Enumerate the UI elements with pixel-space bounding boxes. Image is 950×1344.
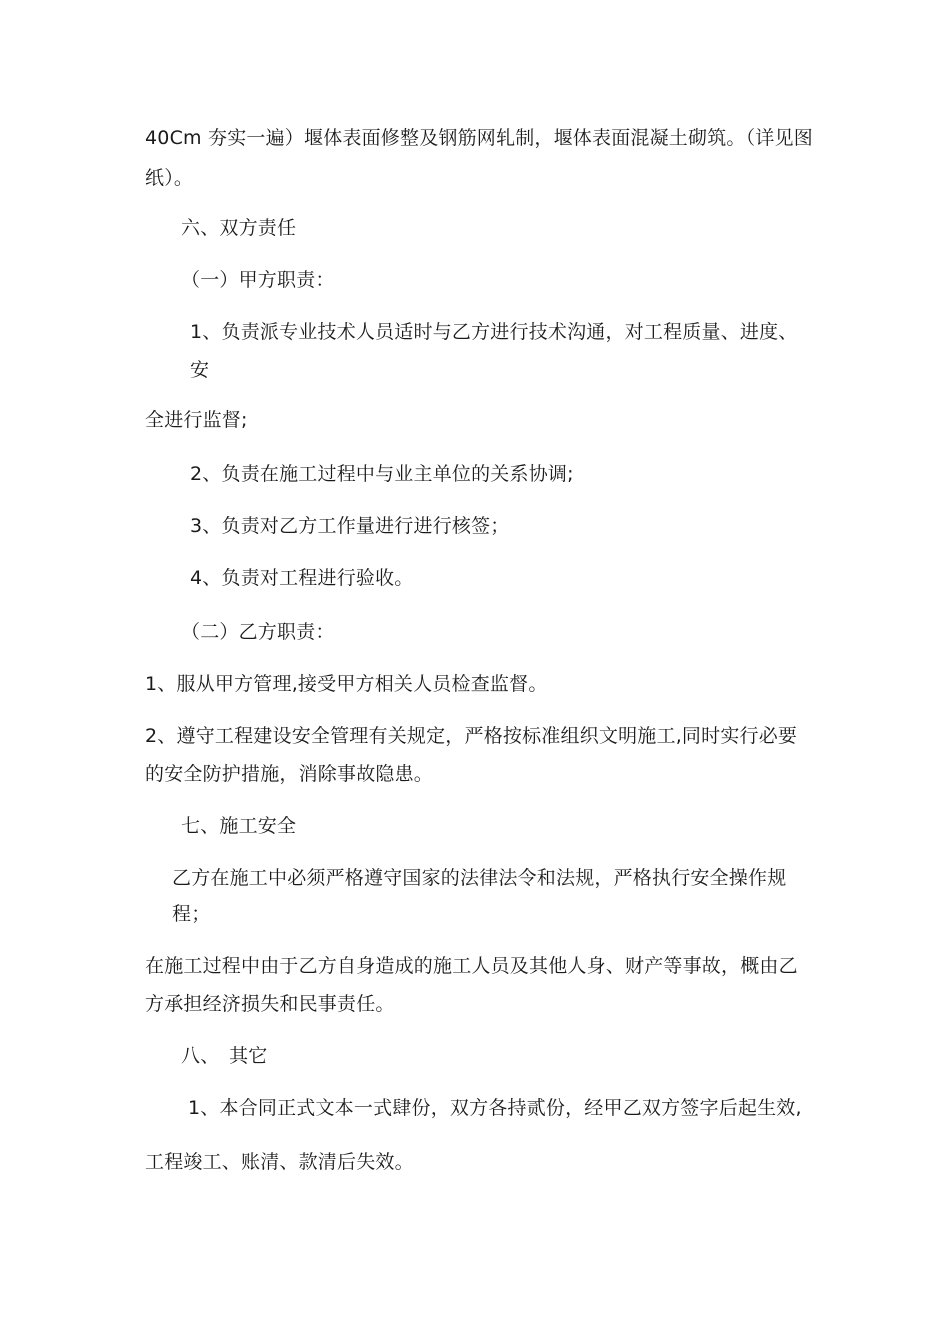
paragraph-line: 方承担经济损失和民事责任。 bbox=[145, 993, 395, 1015]
list-item-continuation: 安 bbox=[190, 359, 210, 381]
list-item: 3、负责对乙方工作量进行进行核签； bbox=[190, 515, 510, 537]
subsection-heading: （一）甲方职责： bbox=[181, 269, 335, 291]
list-item: 2、负责在施工过程中与业主单位的关系协调; bbox=[190, 463, 574, 485]
list-item: 1、负责派专业技术人员适时与乙方进行技术沟通，对工程质量、进度、 bbox=[190, 321, 798, 343]
paragraph-line: 程； bbox=[172, 903, 211, 925]
list-item: 4、负责对工程进行验收。 bbox=[190, 567, 414, 589]
list-item: 1、服从甲方管理,接受甲方相关人员检查监督。 bbox=[145, 673, 548, 695]
list-item: 1、本合同正式文本一式肆份，双方各持贰份，经甲乙双方签字后起生效, bbox=[188, 1097, 802, 1119]
list-item-continuation: 全进行监督; bbox=[145, 409, 248, 431]
list-item: 2、遵守工程建设安全管理有关规定，严格按标准组织文明施工,同时实行必要 bbox=[145, 725, 798, 747]
section-heading: 八、 其它 bbox=[181, 1045, 268, 1067]
paragraph-line: 40Cm 夯实一遍）堰体表面修整及钢筋网轧制，堰体表面混凝土砌筑。（详见图 bbox=[145, 127, 813, 149]
section-heading: 六、双方责任 bbox=[181, 217, 297, 239]
paragraph-line: 乙方在施工中必须严格遵守国家的法律法令和法规，严格执行安全操作规 bbox=[172, 867, 787, 889]
list-item-continuation: 工程竣工、账清、款清后失效。 bbox=[145, 1151, 414, 1173]
list-item-continuation: 的安全防护措施，消除事故隐患。 bbox=[145, 763, 434, 785]
section-heading: 七、施工安全 bbox=[181, 815, 297, 837]
subsection-heading: （二）乙方职责： bbox=[181, 621, 335, 643]
paragraph-line: 在施工过程中由于乙方自身造成的施工人员及其他人身、财产等事故，概由乙 bbox=[145, 955, 798, 977]
paragraph-line: 纸）。 bbox=[145, 167, 194, 189]
